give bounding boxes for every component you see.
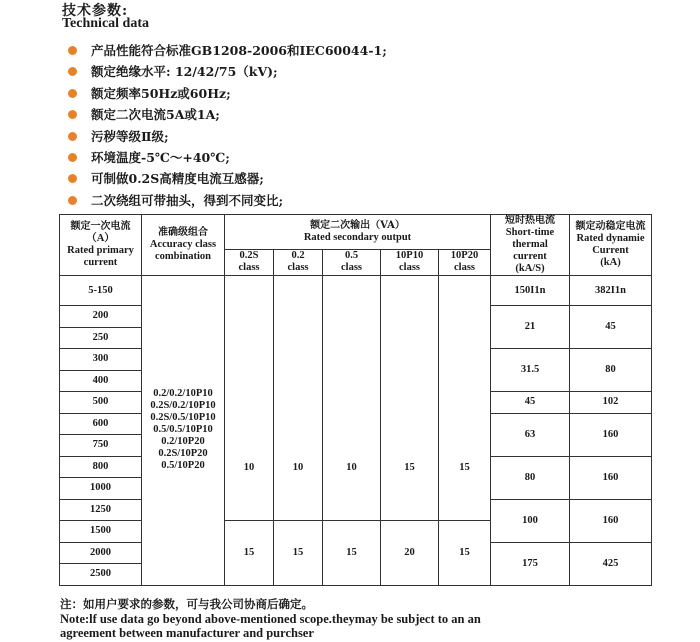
header-en: Rated primary current (67, 245, 134, 268)
feature-item (62, 61, 387, 82)
title-en: Technical data (62, 16, 149, 31)
feature-text: 污秽等级Ⅱ级; (91, 128, 169, 144)
class-name: 0.5 (344, 250, 359, 262)
primary-current-cell: 800 (60, 456, 142, 478)
bullet-dot-icon (68, 110, 77, 119)
feature-text: 可制做0.2S高精度电流互感器; (91, 171, 264, 187)
output-cell: 10 (225, 276, 274, 521)
dynamic-cell: 382I1n (570, 276, 652, 306)
primary-current-cell: 1000 (60, 478, 142, 500)
feature-item (62, 104, 387, 125)
feature-item (62, 168, 387, 189)
bullet-dot-icon (68, 89, 77, 98)
thermal-cell: 80 (491, 456, 570, 499)
accuracy-combination: 0.2S/10P20 (158, 448, 208, 460)
primary-current-cell: 5-150 (60, 276, 142, 306)
header-en: Short-time (505, 227, 555, 238)
class-name: 10P10 (395, 250, 424, 262)
header-class-0-2 (274, 249, 323, 275)
thermal-cell: 175 (491, 542, 570, 585)
header-class-0-2s (225, 249, 274, 275)
primary-current-cell: 300 (60, 349, 142, 371)
primary-current-cell: 600 (60, 413, 142, 435)
dynamic-cell: 102 (570, 392, 652, 414)
thermal-cell: 21 (491, 306, 570, 349)
header-en: current (513, 251, 547, 262)
thermal-cell: 150I1n (491, 276, 570, 306)
header-unit: （A） (86, 233, 115, 244)
feature-list (62, 40, 387, 211)
header-unit: (kA) (600, 257, 621, 268)
primary-current-cell: 200 (60, 306, 142, 328)
class-suffix: class (454, 262, 475, 274)
feature-text: 产品性能符合标准GB1208-2006和IEC60044-1; (91, 43, 387, 58)
bullet-dot-icon (68, 153, 77, 162)
accuracy-combination: 0.2S/0.5/10P10 (150, 412, 216, 424)
primary-current-cell: 1500 (60, 521, 142, 543)
accuracy-combination: 0.5/0.5/10P10 (153, 424, 213, 436)
header-dynamic-current (570, 215, 652, 276)
accuracy-combination: 0.2/10P20 (161, 436, 205, 448)
header-en: Current (592, 245, 629, 256)
accuracy-combination: 0.5/10P20 (161, 460, 205, 472)
header-secondary-output (225, 215, 491, 250)
dynamic-cell: 160 (570, 456, 652, 499)
feature-item (62, 83, 387, 104)
output-cell: 15 (225, 521, 274, 586)
feature-item (62, 126, 387, 147)
feature-item (62, 40, 387, 61)
bullet-dot-icon (68, 196, 77, 205)
output-cell: 15 (274, 521, 323, 586)
primary-current-cell: 750 (60, 435, 142, 457)
header-cn: 额定动稳定电流 (575, 221, 646, 232)
feature-text: 环境温度-5℃～+40℃; (91, 149, 230, 165)
output-cell: 15 (439, 521, 491, 586)
class-name: 0.2 (291, 250, 305, 262)
header-cn: 准确级组合 (158, 227, 208, 238)
output-cell: 10 (274, 276, 323, 521)
feature-item (62, 147, 387, 168)
bullet-dot-icon (68, 67, 77, 76)
header-en: Accuracy class combination (149, 239, 217, 262)
note-en-line2: agreement between manufacturer and purchser (60, 626, 314, 640)
dynamic-cell: 425 (570, 542, 652, 585)
output-cell: 10 (323, 276, 381, 521)
class-suffix: class (341, 262, 362, 274)
header-accuracy (142, 215, 225, 276)
feature-item (62, 190, 387, 211)
primary-current-cell: 2500 (60, 564, 142, 586)
dynamic-cell: 45 (570, 306, 652, 349)
thermal-cell: 63 (491, 413, 570, 456)
header-unit: (kA/S) (515, 263, 545, 274)
header-en: Rated dynamie (576, 233, 645, 244)
dynamic-cell: 80 (570, 349, 652, 392)
header-class-0-5 (323, 249, 381, 275)
dynamic-cell: 160 (570, 413, 652, 456)
primary-current-cell: 500 (60, 392, 142, 414)
feature-text: 二次绕组可带抽头，得到不同变比; (91, 192, 284, 208)
bullet-dot-icon (68, 174, 77, 183)
header-thermal-current (491, 215, 570, 276)
output-cell: 15 (381, 276, 439, 521)
output-cell: 20 (381, 521, 439, 586)
class-suffix: class (238, 262, 260, 274)
title-cn: 技术参数: (62, 3, 129, 19)
class-suffix: class (287, 262, 309, 274)
header-primary-current (60, 215, 142, 276)
notes (60, 597, 481, 641)
thermal-cell: 31.5 (491, 349, 570, 392)
class-name: 10P20 (450, 250, 479, 262)
technical-data-table (59, 214, 652, 586)
output-cell: 15 (323, 521, 381, 586)
accuracy-combination: 0.2/0.2/10P10 (153, 388, 213, 400)
thermal-cell: 45 (491, 392, 570, 414)
class-name: 0.2S (239, 250, 259, 262)
header-en: Rated secondary output (303, 231, 412, 243)
header-cn: 额定一次电流 (70, 221, 131, 232)
primary-current-cell: 250 (60, 327, 142, 349)
accuracy-combination: 0.2S/0.2/10P10 (150, 400, 216, 412)
feature-text: 额定频率50Hz或60Hz; (91, 85, 231, 101)
header-class-10p20 (439, 249, 491, 275)
note-en-line1: Note:lf use data go beyond above-mentioned scope.theymay be subject to an an (60, 611, 481, 626)
feature-text: 额定绝缘水平: 12/42/75（kV); (91, 64, 278, 80)
feature-text: 额定二次电流5A或1A; (91, 107, 220, 123)
note-cn: 注：如用户要求的参数，可与我公司协商后确定。 (60, 597, 313, 611)
bullet-dot-icon (68, 132, 77, 141)
primary-current-cell: 400 (60, 370, 142, 392)
header-cn: 短时热电流 (505, 215, 555, 226)
header-class-10p10 (381, 249, 439, 275)
header-cn: 额定二次输出（VA） (310, 219, 405, 231)
class-suffix: class (399, 262, 420, 274)
primary-current-cell: 2000 (60, 542, 142, 564)
accuracy-combinations-cell (142, 276, 225, 586)
header-en: thermal (512, 239, 548, 250)
primary-current-cell: 1250 (60, 499, 142, 521)
dynamic-cell: 160 (570, 499, 652, 542)
bullet-dot-icon (68, 46, 77, 55)
output-cell: 15 (439, 276, 491, 521)
thermal-cell: 100 (491, 499, 570, 542)
